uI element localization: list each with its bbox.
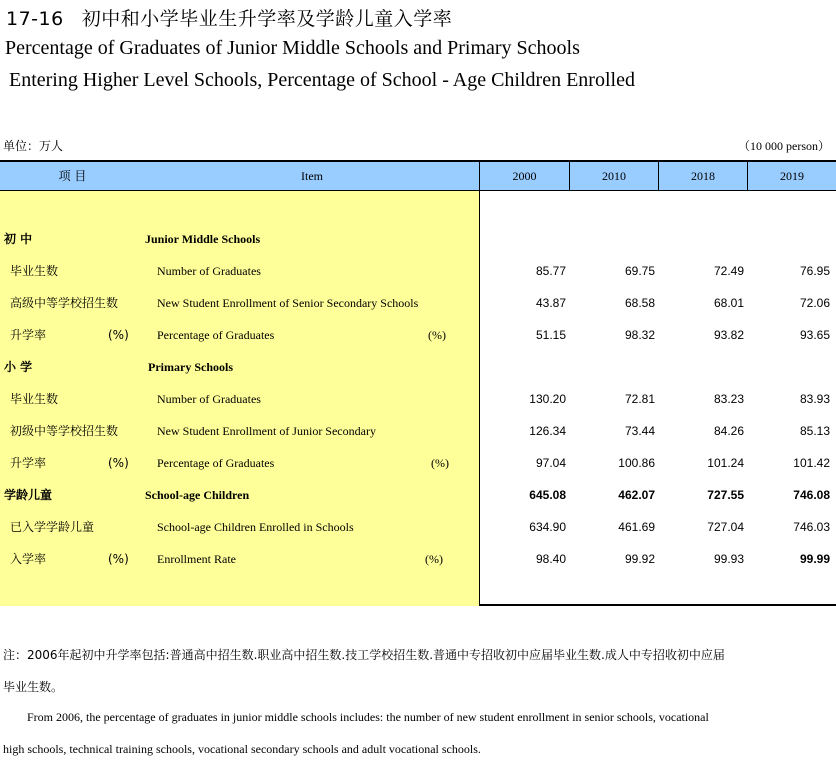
value-2000: 51.15 [535, 328, 566, 342]
value-2010: 99.92 [624, 552, 655, 566]
row-label-en: Enrollment Rate [157, 552, 236, 566]
value-2010: 68.58 [624, 296, 655, 310]
footnote-en-line1: From 2006, the percentage of graduates in junior middle schools includes: the number of new student enrollment in senior schools, vocational [27, 710, 709, 724]
title-cn-text: 初中和小学毕业生升学率及学龄儿童入学率 [81, 8, 453, 30]
value-2018: 99.93 [713, 552, 744, 566]
section-row-junior [0, 229, 836, 249]
unit-label-cn: 单位：万人 [3, 139, 64, 153]
row-label-en: School-age Children [145, 488, 250, 502]
footnote-cn-line1: 注：2006年起初中升学率包括:普通高中招生数.职业高中招生数.技工学校招生数.普通中专招收初中应届毕业生数.成人中专招收初中应届 [3, 648, 725, 662]
row-unit-cn: (%) [108, 552, 129, 566]
table-row [0, 325, 836, 345]
header-year-2010: 2010 [602, 169, 626, 183]
row-label-cn: 小 学 [4, 360, 33, 374]
unit-label-en: （10 000 person） [738, 139, 830, 153]
value-2010: 462.07 [618, 488, 655, 502]
section-row-school-age [0, 485, 836, 505]
header-year-2000: 2000 [512, 169, 537, 183]
row-label-cn: 毕业生数 [10, 264, 59, 278]
section-row-primary [0, 357, 836, 377]
value-2018: 727.04 [707, 520, 744, 534]
value-2018: 727.55 [707, 488, 744, 502]
value-2010: 461.69 [618, 520, 655, 534]
row-unit-cn: (%) [108, 456, 129, 470]
row-label-cn: 学龄儿童 [4, 488, 53, 502]
row-label-en: New Student Enrollment of Senior Secondary Schools [157, 296, 419, 310]
value-2010: 72.81 [624, 392, 655, 406]
value-2000: 97.04 [535, 456, 566, 470]
value-2010: 98.32 [624, 328, 655, 342]
table-row [0, 389, 836, 409]
value-2019: 746.08 [793, 488, 830, 502]
table-row [0, 261, 836, 281]
row-label-cn: 初 中 [4, 232, 33, 246]
row-label-cn: 初级中等学校招生数 [10, 424, 119, 438]
value-2018: 93.82 [713, 328, 744, 342]
row-label-cn: 升学率 [10, 328, 47, 342]
value-2000: 126.34 [529, 424, 566, 438]
row-unit-en: (%) [428, 328, 446, 342]
value-2010: 100.86 [618, 456, 655, 470]
header-item-cn: 项 目 [58, 169, 87, 183]
value-2000: 645.08 [529, 488, 566, 502]
table-title-cn [6, 4, 452, 31]
value-2010: 73.44 [624, 424, 655, 438]
value-2000: 130.20 [529, 392, 566, 406]
value-2019: 746.03 [793, 520, 830, 534]
value-2000: 98.40 [535, 552, 566, 566]
value-2018: 83.23 [713, 392, 744, 406]
row-label-en: Junior Middle Schools [145, 232, 261, 246]
row-label-cn: 升学率 [10, 456, 47, 470]
value-2019: 93.65 [799, 328, 830, 342]
value-2019: 83.93 [799, 392, 830, 406]
row-label-cn: 已入学学龄儿童 [10, 520, 95, 534]
value-2018: 84.26 [713, 424, 744, 438]
value-2018: 68.01 [713, 296, 744, 310]
row-label-en: Number of Graduates [157, 264, 261, 278]
table-title-en-line1: Percentage of Graduates of Junior Middle Schools and Primary Schools [5, 37, 580, 59]
row-unit-en: (%) [425, 552, 443, 566]
table-row [0, 517, 836, 537]
value-2019: 99.99 [799, 552, 830, 566]
table-row [0, 549, 836, 569]
value-2018: 101.24 [707, 456, 744, 470]
row-label-en: Number of Graduates [157, 392, 261, 406]
row-label-en: Percentage of Graduates [157, 328, 275, 342]
value-2000: 43.87 [535, 296, 566, 310]
header-year-2018: 2018 [691, 169, 715, 183]
row-label-en: Percentage of Graduates [157, 456, 275, 470]
value-2019: 85.13 [799, 424, 830, 438]
row-unit-cn: (%) [108, 328, 129, 342]
header-year-2019: 2019 [780, 169, 804, 183]
value-2000: 85.77 [535, 264, 566, 278]
table-row [0, 293, 836, 313]
row-unit-en: (%) [431, 456, 449, 470]
row-label-en: Primary Schools [148, 360, 233, 374]
table-title-en-line2: Entering Higher Level Schools, Percentage of School - Age Children Enrolled [9, 69, 635, 91]
value-2019: 101.42 [793, 456, 830, 470]
table-header [0, 162, 836, 191]
row-label-en: New Student Enrollment of Junior Secondary [157, 424, 376, 438]
table-row [0, 453, 836, 473]
row-label-cn: 毕业生数 [10, 392, 59, 406]
header-item-en: Item [301, 169, 323, 183]
footnote-en-line2: high schools, technical training schools, vocational secondary schools and adult vocational schools. [3, 742, 481, 756]
value-2000: 634.90 [529, 520, 566, 534]
value-2019: 72.06 [799, 296, 830, 310]
row-label-cn: 高级中等学校招生数 [10, 296, 119, 310]
value-2018: 72.49 [713, 264, 744, 278]
footnote-cn-line2: 毕业生数。 [3, 680, 64, 694]
value-2010: 69.75 [624, 264, 655, 278]
table-number: 17-16 [6, 8, 64, 30]
row-label-en: School-age Children Enrolled in Schools [157, 520, 354, 534]
table-row [0, 421, 836, 441]
data-table [0, 160, 836, 606]
row-label-cn: 入学率 [10, 552, 47, 566]
value-2019: 76.95 [799, 264, 830, 278]
